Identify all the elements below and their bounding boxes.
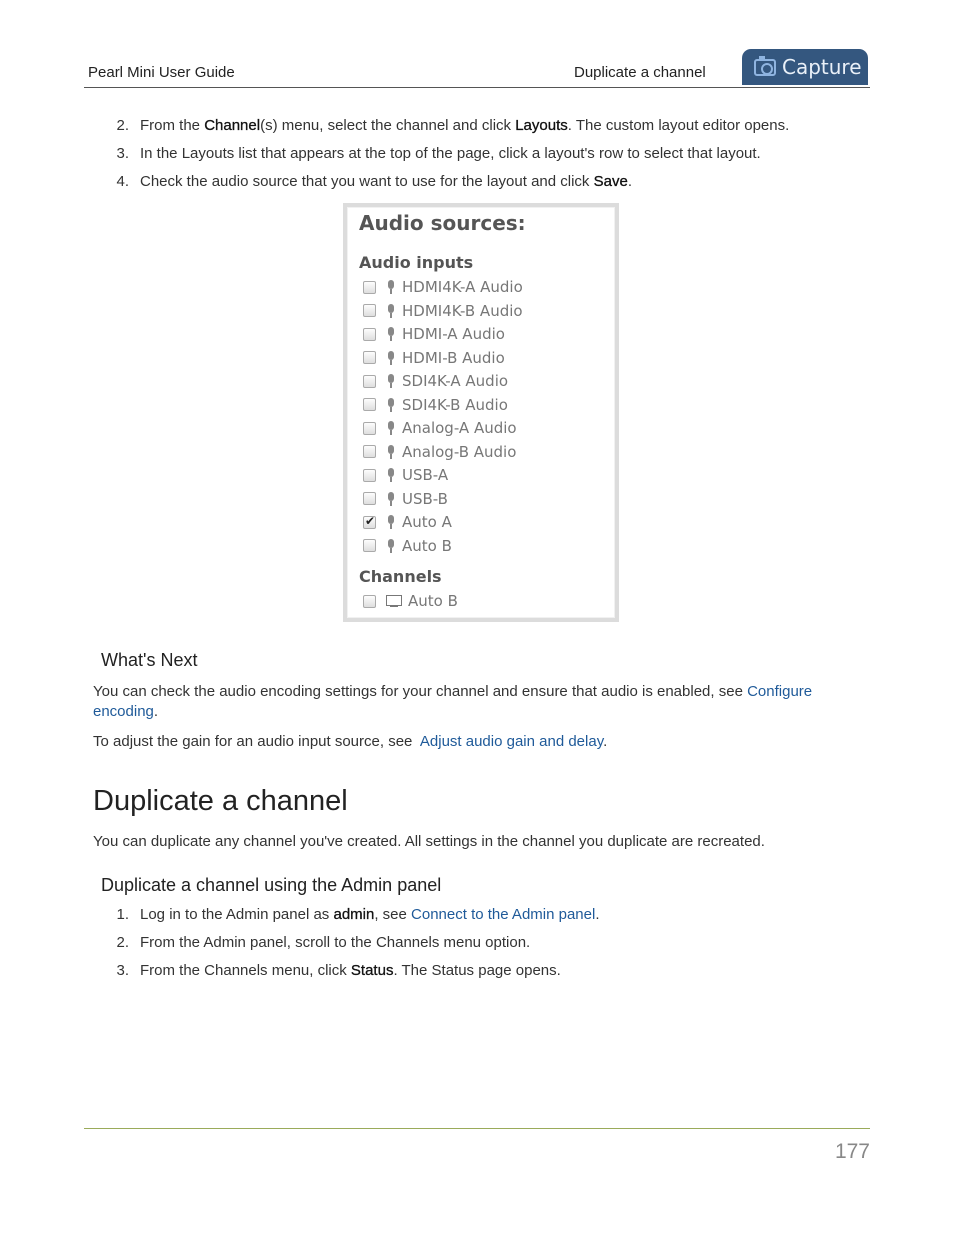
page-number: 177 xyxy=(834,1140,870,1163)
audio-source-label: Auto B xyxy=(402,536,452,555)
audio-source-item[interactable] xyxy=(363,371,508,391)
step-text-part: (s) menu, select the channel and click xyxy=(260,117,516,134)
checkbox[interactable] xyxy=(363,304,376,317)
step-text-part: Check the audio source that you want to use for the layout and click xyxy=(140,173,594,190)
ui-term-status: Status xyxy=(350,962,394,979)
microphone-icon xyxy=(386,515,396,529)
step-text-part: Log in to the Admin panel as xyxy=(140,906,334,923)
step-text-part: . xyxy=(595,906,600,923)
step-text: In the Layouts list that appears at the top of the page, click a layout's row to select that layout. xyxy=(140,145,761,162)
step-text xyxy=(140,906,600,923)
step-number: 2. xyxy=(116,117,129,134)
checkbox[interactable] xyxy=(363,398,376,411)
audio-source-label: USB-B xyxy=(402,489,448,508)
audio-inputs-heading: Audio inputs xyxy=(359,253,474,272)
checkbox[interactable] xyxy=(363,516,376,529)
audio-source-label: HDMI-B Audio xyxy=(402,348,505,367)
whats-next-paragraph-1 xyxy=(93,682,853,722)
ui-term-save: Save xyxy=(593,173,628,190)
configure-encoding-link-cont[interactable]: encoding xyxy=(93,703,154,720)
step-text: From the Admin panel, scroll to the Channels menu option. xyxy=(140,934,531,951)
checkbox[interactable] xyxy=(363,422,376,435)
step-number: 3. xyxy=(116,962,129,979)
step-text xyxy=(140,173,632,190)
step-number: 2. xyxy=(116,934,129,951)
audio-source-item[interactable] xyxy=(363,536,452,556)
monitor-icon xyxy=(386,595,402,608)
checkbox[interactable] xyxy=(363,445,376,458)
panel-title: Audio sources: xyxy=(359,211,526,235)
audio-source-item[interactable] xyxy=(363,395,508,415)
audio-source-label: Analog-A Audio xyxy=(402,419,517,437)
microphone-icon xyxy=(386,304,396,318)
header-rule xyxy=(84,87,870,88)
step-text-part: . The custom layout editor opens. xyxy=(567,117,790,134)
audio-source-label: HDMI4K-A Audio xyxy=(402,278,523,296)
audio-source-item[interactable] xyxy=(363,418,517,438)
microphone-icon xyxy=(386,398,396,412)
checkbox[interactable] xyxy=(363,351,376,364)
step-text-part: From the xyxy=(140,117,205,134)
capture-badge xyxy=(742,49,868,85)
microphone-icon xyxy=(386,421,396,435)
channels-heading: Channels xyxy=(359,567,442,586)
audio-source-item[interactable] xyxy=(363,442,516,462)
step-text xyxy=(140,962,561,979)
audio-source-label: HDMI-A Audio xyxy=(402,325,505,343)
checkbox[interactable] xyxy=(363,492,376,505)
microphone-icon xyxy=(386,445,396,459)
audio-source-item[interactable] xyxy=(363,489,448,509)
paragraph-text: . xyxy=(153,703,159,720)
connect-admin-panel-link[interactable]: Connect to the Admin panel xyxy=(411,906,596,923)
audio-source-label: SDI4K-A Audio xyxy=(402,372,509,390)
audio-source-label: SDI4K-B Audio xyxy=(402,395,508,414)
paragraph-text: You can check the audio encoding settings for your channel and ensure that audio is enabled, see xyxy=(93,683,748,700)
camera-icon xyxy=(754,59,776,76)
step-text-part: . The Status page opens. xyxy=(393,962,561,979)
audio-source-item[interactable] xyxy=(363,301,523,321)
audio-source-item[interactable] xyxy=(363,512,452,532)
microphone-icon xyxy=(386,351,396,365)
audio-source-item[interactable] xyxy=(363,591,458,611)
configure-encoding-link[interactable]: Configure xyxy=(747,683,813,700)
microphone-icon xyxy=(386,280,396,294)
ui-term-admin: admin xyxy=(333,906,375,923)
step-text xyxy=(140,117,789,134)
paragraph-text: . xyxy=(603,733,608,750)
step-number: 4. xyxy=(116,173,129,190)
step-number: 1. xyxy=(116,906,129,923)
ui-term-layouts: Layouts xyxy=(515,117,568,134)
microphone-icon xyxy=(386,539,396,553)
checkbox[interactable] xyxy=(363,469,376,482)
step-text-part: , see xyxy=(374,906,412,923)
header-section-title: Duplicate a channel xyxy=(574,64,706,81)
footer-rule xyxy=(84,1128,870,1129)
checkbox[interactable] xyxy=(363,595,376,608)
audio-source-item[interactable] xyxy=(363,277,523,297)
checkbox[interactable] xyxy=(363,281,376,294)
audio-source-label: HDMI4K-B Audio xyxy=(402,301,523,320)
microphone-icon xyxy=(386,374,396,388)
adjust-audio-gain-link[interactable]: Adjust audio gain and delay xyxy=(419,733,604,750)
header-guide-title: Pearl Mini User Guide xyxy=(88,64,235,81)
admin-panel-subheading: Duplicate a channel using the Admin panel xyxy=(101,875,442,895)
audio-source-label: USB-A xyxy=(402,466,449,484)
paragraph-text: To adjust the gain for an audio input source, see xyxy=(93,733,420,750)
whats-next-paragraph-2 xyxy=(93,732,607,752)
audio-source-label: Auto B xyxy=(408,592,458,610)
checkbox[interactable] xyxy=(363,539,376,552)
audio-sources-panel xyxy=(343,203,619,622)
capture-badge-label: Capture xyxy=(782,55,862,79)
section-title: Duplicate a channel xyxy=(93,785,348,817)
audio-source-label: Analog-B Audio xyxy=(402,442,517,461)
whats-next-heading: What's Next xyxy=(101,650,198,670)
step-text-part: . xyxy=(627,173,632,190)
section-intro: You can duplicate any channel you've created. All settings in the channel you duplicate are recreated. xyxy=(93,833,765,850)
audio-source-label: Auto A xyxy=(402,513,452,531)
microphone-icon xyxy=(386,468,396,482)
microphone-icon xyxy=(386,492,396,506)
step-number: 3. xyxy=(116,145,129,162)
audio-source-item[interactable] xyxy=(363,348,505,368)
ui-term-channel: Channel xyxy=(204,117,261,134)
checkbox[interactable] xyxy=(363,328,376,341)
microphone-icon xyxy=(386,327,396,341)
step-text-part: From the Channels menu, click xyxy=(140,962,351,979)
audio-source-item[interactable] xyxy=(363,465,448,485)
audio-source-item[interactable] xyxy=(363,324,505,344)
checkbox[interactable] xyxy=(363,375,376,388)
